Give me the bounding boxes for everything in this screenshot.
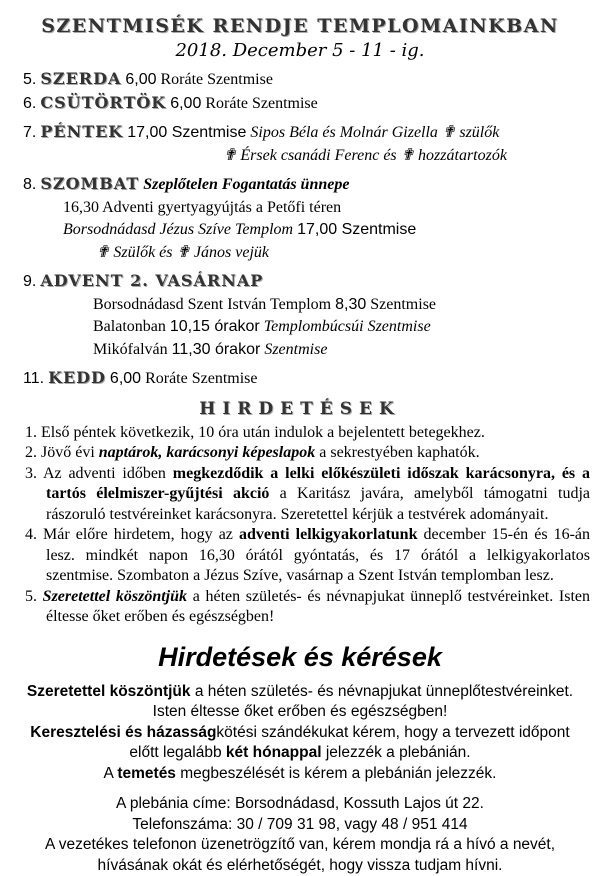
event-text: 16,30 Adventi gyertyagyújtás a Petőfi téren <box>63 199 341 216</box>
request-line-5 <box>8 764 592 785</box>
announcement-text: 4. Már előre hirdetem, hogy az <box>25 526 239 543</box>
church-name: Borsodnádasd Szent István Templom <box>93 296 331 313</box>
page-subtitle: 2018. December 5 - 11 - ig. <box>8 38 592 64</box>
announcement-text: 1. Első péntek következik, 10 óra után indulok a bejelentett betegekhez. <box>25 424 485 441</box>
day-name: PÉNTEK <box>40 122 123 141</box>
contact-address: A plebánia címe: Borsodnádasd, Kossuth Lajos út 22. <box>8 794 592 815</box>
contact-note-2: hívásának okát és elérhetőségét, hogy vissza tudjam hívni. <box>8 856 592 876</box>
mass-desc: Templombúcsúi Szentmise <box>264 318 431 335</box>
schedule-row-friday <box>8 121 592 145</box>
day-name: SZOMBAT <box>40 174 139 193</box>
schedule-row-tuesday <box>8 367 592 391</box>
mass-time: 17,00 Szentmise <box>127 124 246 141</box>
schedule-row-thursday <box>8 92 592 116</box>
request-text: előtt legalább <box>129 744 226 761</box>
day-number: 11. <box>23 370 44 387</box>
announcements-list <box>8 423 592 628</box>
request-emphasis: két hónappal <box>226 744 322 761</box>
announcement-emphasis: Szeretettel köszöntjük <box>43 588 187 605</box>
announcement-text: 5. <box>25 588 43 605</box>
announcement-emphasis: adventi lelkigyakorlatunk <box>239 526 418 543</box>
day-number: 5. <box>23 71 36 88</box>
announcement-text: 3. Az adventi időben <box>25 465 173 482</box>
mass-desc: Roráte Szentmise <box>161 71 273 88</box>
announcements-heading: HIRDETÉSEK <box>8 397 592 421</box>
request-text: kötési szándékukat kérem, hogy a tervezett időpont <box>216 724 569 741</box>
announcement-text: 2. Jövő évi <box>25 444 99 461</box>
announcement-text: december 15-én és 16-án lesz. mindkét napon 16,30 órától gyóntatás, és 17 órától a lelkigyakorlatos szentmise. Szombaton a Jézus Szíve, vasárnap a Szent István templomban lesz. <box>46 526 590 584</box>
contact-note-1: A vezetékes telefonon üzenetrögzítő van, kérem mondja rá a hívó a nevét, <box>8 835 592 856</box>
day-name: KEDD <box>48 368 106 387</box>
request-text: megbeszélését is kérem a plebánián jelezzék. <box>176 765 497 782</box>
mass-intention: Sipos Béla és Molnár Gizella ✟ szülők <box>250 124 499 141</box>
announcement-emphasis: megkezdődik a lelki előkészületi időszak karácsonyra, és a tartós élelmiszer-gyűjtési akció <box>46 465 590 503</box>
schedule-row-sunday-mass2 <box>8 316 592 339</box>
announcement-item-3 <box>8 464 590 526</box>
day-name: ADVENT 2. VASÁRNAP <box>40 271 263 290</box>
mass-desc: Szentmise <box>370 296 436 313</box>
mass-desc: Roráte Szentmise <box>205 95 317 112</box>
mass-intention: ✟ Szülők és ✟ János vejük <box>96 244 269 261</box>
schedule-row-sunday-mass3 <box>8 339 592 362</box>
request-line-4 <box>8 743 592 764</box>
church-name: Balatonban <box>93 318 166 335</box>
day-name: SZERDA <box>40 69 121 88</box>
request-text: Isten éltesse őket erőben és egészségben! <box>153 703 448 720</box>
request-emphasis: Szeretettel köszöntjük <box>27 683 191 700</box>
mass-time: 10,15 órakor <box>170 318 260 335</box>
schedule-row-wednesday <box>8 68 592 92</box>
announcement-item-5 <box>8 587 590 628</box>
mass-desc: Szentmise <box>264 341 327 358</box>
schedule-row-sunday <box>8 270 592 294</box>
request-line-2 <box>8 702 592 723</box>
mass-time: 6,00 <box>125 71 156 88</box>
mass-schedule <box>8 68 592 391</box>
mass-time: 6,00 <box>170 95 201 112</box>
schedule-row-sunday-mass1 <box>8 294 592 317</box>
day-number: 8. <box>23 176 36 193</box>
announcement-text: a sekrestyében kaphatók. <box>315 444 479 461</box>
request-line-1 <box>8 682 592 703</box>
page-title: SZENTMISÉK RENDJE TEMPLOMAINKBAN <box>8 14 592 38</box>
announcement-text: a héten születés- és névnapjukat ünneplő testvéreinket. Isten éltesse őket erőben és egészségben! <box>46 588 590 626</box>
mass-intention: ✟ Érsek csanádi Ferenc és ✟ hozzátartozók <box>223 147 507 164</box>
announcement-emphasis: naptárok, karácsonyi képeslapok <box>99 444 315 461</box>
schedule-row-saturday-event <box>8 197 592 220</box>
schedule-row-saturday-intention <box>8 242 592 265</box>
mass-time: 6,00 <box>110 370 141 387</box>
schedule-row-saturday <box>8 173 592 197</box>
announcement-text: a Karitász javára, amelyből támogatni tudja rászoruló testvéreinket karácsonyra. Szeretettel kérjük a testvérek adományait. <box>46 485 590 523</box>
schedule-row-friday-intention2 <box>8 145 592 168</box>
mass-time: 17,00 Szentmise <box>297 221 416 238</box>
announcement-item-4 <box>8 525 590 587</box>
mass-time: 8,30 <box>335 296 366 313</box>
request-text: A <box>104 765 118 782</box>
contact-block <box>8 794 592 876</box>
requests-block <box>8 682 592 785</box>
church-name: Mikófalván <box>93 341 168 358</box>
announcement-item-1 <box>8 423 590 444</box>
mass-time: 11,30 órakor <box>172 341 261 358</box>
request-text: jelezzék a plebánián. <box>322 744 471 761</box>
day-number: 6. <box>23 95 36 112</box>
request-emphasis: temetés <box>117 765 176 782</box>
request-line-3 <box>8 723 592 744</box>
requests-heading: Hirdetések és kérések <box>8 640 592 674</box>
church-name: Borsodnádasd Jézus Szíve Templom <box>63 221 293 238</box>
schedule-row-saturday-mass <box>8 219 592 242</box>
day-number: 7. <box>23 124 36 141</box>
announcement-item-2 <box>8 443 590 464</box>
day-number: 9. <box>23 273 36 290</box>
mass-desc: Roráte Szentmise <box>145 370 257 387</box>
day-name: CSÜTÖRTÖK <box>40 93 166 112</box>
request-text: a héten születés- és névnapjukat ünneplőtestvéreinket. <box>191 683 574 700</box>
request-emphasis: Keresztelési és házasság <box>30 724 216 741</box>
feast-name: Szeplőtelen Fogantatás ünnepe <box>143 176 349 193</box>
contact-phone: Telefonszáma: 30 / 709 31 98, vagy 48 / 951 414 <box>8 815 592 836</box>
